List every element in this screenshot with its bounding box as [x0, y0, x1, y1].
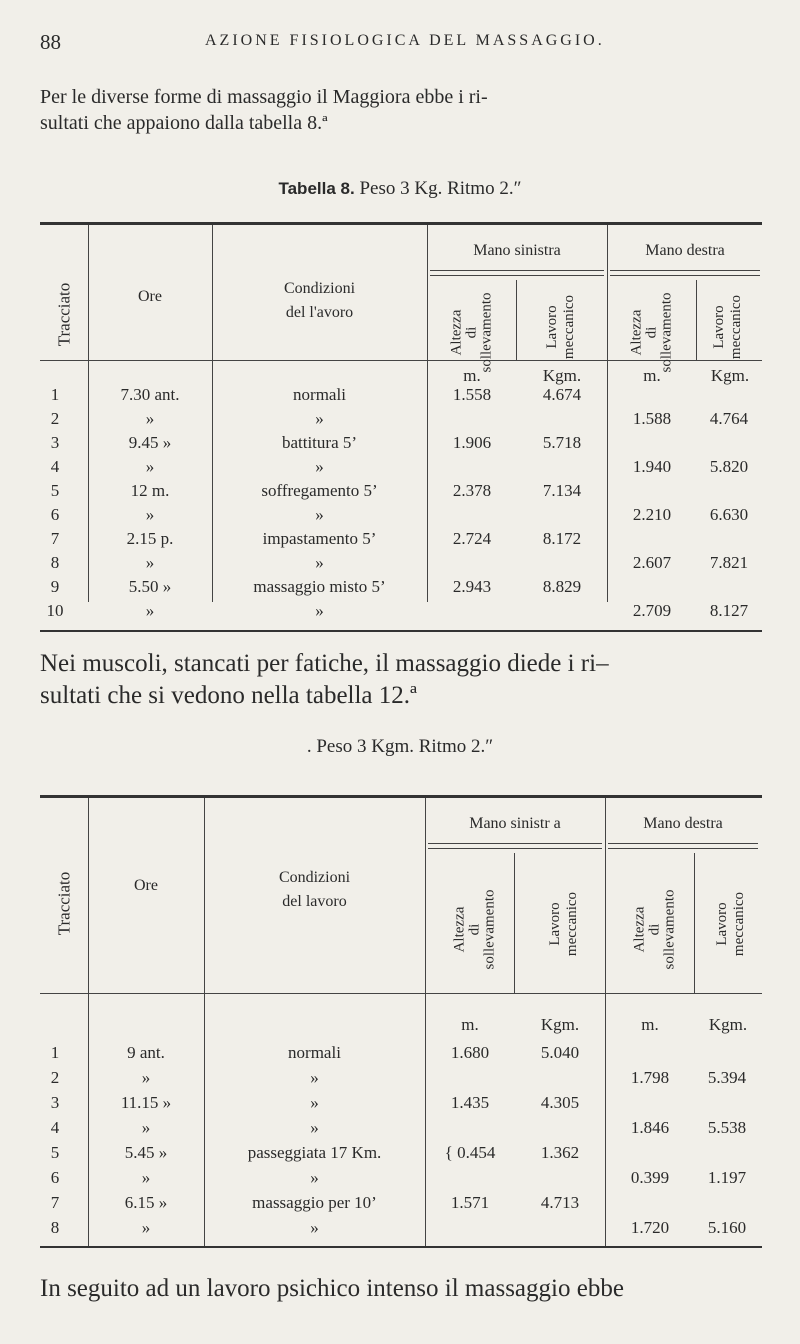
- condizioni-cell: »: [310, 1168, 319, 1187]
- ore-cell: 12 m.: [130, 481, 170, 500]
- ore-cell: 7.30 ant.: [120, 385, 180, 404]
- di-word: di: [463, 326, 480, 339]
- tracciato-cell: 8: [50, 1218, 60, 1237]
- dx-lavoro-cell: 6.630: [709, 505, 749, 524]
- altezza-word: Altezza: [631, 906, 648, 953]
- closing-paragraph: [40, 1273, 762, 1305]
- sx-altezza-cell: 2.378: [452, 481, 492, 500]
- tracciato-cell: 4: [50, 457, 60, 476]
- sx-lavoro-cell: 4.713: [540, 1193, 580, 1212]
- lavoro-dx-header: [714, 859, 748, 989]
- unit-kgm: Kgm.: [540, 1015, 580, 1034]
- tracciato-cell: 8: [50, 553, 60, 572]
- altezza-sx-header: [453, 865, 498, 995]
- lavoro-word: Lavoro: [547, 902, 563, 946]
- condizioni-cell: »: [315, 601, 324, 620]
- middle-paragraph: [40, 648, 762, 712]
- sx-lavoro-cell: 7.134: [542, 481, 582, 500]
- col-divider: [605, 798, 606, 1246]
- col-divider: [427, 225, 428, 602]
- condizioni-header: [212, 280, 427, 322]
- ore-cell: 5.45 »: [124, 1143, 168, 1162]
- sollevamento-word: sollevamento: [661, 889, 678, 970]
- top-rule: [40, 222, 762, 225]
- ore-cell: »: [145, 505, 155, 524]
- tracciato-cell: 5: [50, 1143, 60, 1162]
- sx-altezza-cell: { 0.454: [444, 1143, 496, 1162]
- tracciato-cell: 2: [50, 1068, 60, 1087]
- unit-m: m.: [641, 1015, 659, 1034]
- dx-altezza-cell: 0.399: [630, 1168, 670, 1187]
- tracciato-header: Tracciato: [54, 282, 74, 347]
- tracciato-cell: 3: [50, 1093, 60, 1112]
- ore-header: Ore: [138, 288, 162, 305]
- condizioni-cell: »: [310, 1218, 319, 1237]
- dx-altezza-cell: 2.709: [632, 601, 672, 620]
- condizioni-cell: massaggio per 10’: [252, 1193, 377, 1212]
- dx-altezza-cell: 1.940: [632, 457, 672, 476]
- di-word: di: [466, 923, 483, 936]
- sx-altezza-cell: 1.680: [450, 1043, 490, 1062]
- sollevamento-word: sollevamento: [478, 292, 495, 373]
- middle-line-2: sultati che si vedono nella tabella 12.ª: [40, 682, 417, 709]
- table-12: [40, 795, 762, 1250]
- table12-caption: . Peso 3 Kgm. Ritmo 2.″: [306, 736, 494, 757]
- dx-altezza-cell: 1.846: [630, 1118, 670, 1137]
- condizioni-cell: »: [315, 553, 324, 572]
- condizioni-cell: »: [315, 457, 324, 476]
- table8-caption: [0, 178, 800, 200]
- ore-cell: »: [145, 409, 155, 428]
- mano-destra-header: Mano destra: [645, 242, 725, 259]
- page-header: [0, 30, 800, 60]
- condizioni-cell: impastamento 5’: [262, 529, 377, 548]
- sx-altezza-cell: 1.435: [450, 1093, 490, 1112]
- col-divider: [696, 280, 697, 360]
- di-word: di: [646, 923, 663, 936]
- top-rule: [40, 795, 762, 798]
- unit-m: m.: [461, 1015, 479, 1034]
- sollevamento-word: sollevamento: [481, 889, 498, 970]
- tracciato-cell: 5: [50, 481, 60, 500]
- unit-kgm: Kgm.: [708, 1015, 748, 1034]
- page-number: 88: [40, 30, 61, 54]
- dx-lavoro-cell: 5.820: [709, 457, 749, 476]
- dx-lavoro-cell: 4.764: [709, 409, 749, 428]
- running-title: AZIONE FISIOLOGICA DEL MASSAGGIO.: [205, 32, 605, 49]
- ore-cell: »: [141, 1218, 151, 1237]
- altezza-word: Altezza: [448, 309, 465, 356]
- dx-altezza-cell: 1.588: [632, 409, 672, 428]
- ore-cell: 11.15 »: [120, 1093, 172, 1112]
- bottom-rule: [40, 630, 762, 632]
- sx-altezza-cell: 2.724: [452, 529, 492, 548]
- sx-lavoro-cell: 8.829: [542, 577, 582, 596]
- col-divider: [694, 853, 695, 993]
- ore-cell: »: [145, 553, 155, 572]
- condizioni-cell: normali: [293, 385, 346, 404]
- tracciato-cell: 4: [50, 1118, 60, 1137]
- tracciato-cell: 7: [50, 1193, 60, 1212]
- unit-kgm: Kgm.: [542, 366, 582, 385]
- condizioni-cell: »: [315, 505, 324, 524]
- ore-cell: 9 ant.: [127, 1043, 165, 1062]
- tracciato-header: Tracciato: [54, 871, 74, 936]
- condizioni-label: Condizioni: [283, 280, 356, 297]
- ore-cell: »: [141, 1118, 151, 1137]
- unit-m: m.: [463, 366, 481, 385]
- col-rule: [50, 360, 78, 361]
- dx-lavoro-cell: 5.394: [707, 1068, 747, 1087]
- ore-cell: »: [145, 601, 155, 620]
- ore-cell: 6.15 »: [124, 1193, 168, 1212]
- col-divider: [88, 225, 89, 602]
- group-rule-left: [428, 843, 602, 849]
- table8-caption-rest: Peso 3 Kg. Ritmo 2.″: [354, 178, 522, 199]
- col-divider: [514, 853, 515, 993]
- tracciato-cell: 9: [50, 577, 60, 596]
- tracciato-cell: 1: [50, 385, 60, 404]
- col-divider: [425, 798, 426, 1246]
- col-divider: [204, 798, 205, 1246]
- dx-altezza-cell: 1.798: [630, 1068, 670, 1087]
- meccanico-word: meccanico: [728, 294, 744, 360]
- dx-lavoro-cell: 5.160: [707, 1218, 747, 1237]
- condizioni-cell: passeggiata 17 Km.: [247, 1143, 382, 1162]
- tracciato-cell: 7: [50, 529, 60, 548]
- sx-lavoro-cell: 4.305: [540, 1093, 580, 1112]
- table8-caption-label: Tabella 8.: [278, 179, 355, 198]
- condizioni-cell: »: [315, 409, 324, 428]
- tracciato-cell: 1: [50, 1043, 60, 1062]
- del-lavoro-label: del l'avoro: [285, 304, 354, 321]
- ore-cell: 5.50 »: [128, 577, 172, 596]
- lavoro-word: Lavoro: [544, 305, 560, 349]
- dx-altezza-cell: 2.607: [632, 553, 672, 572]
- lavoro-word: Lavoro: [711, 305, 727, 349]
- tracciato-cell: 6: [50, 505, 60, 524]
- sx-altezza-cell: 2.943: [452, 577, 492, 596]
- lavoro-sx-header: [547, 859, 581, 989]
- condizioni-cell: »: [310, 1118, 319, 1137]
- table-8: [40, 222, 762, 632]
- condizioni-cell: »: [310, 1093, 319, 1112]
- mano-destra-header: Mano destra: [643, 815, 723, 832]
- dx-lavoro-cell: 8.127: [709, 601, 749, 620]
- ore-cell: »: [141, 1068, 151, 1087]
- col-rule: [50, 993, 78, 994]
- sx-lavoro-cell: 5.718: [542, 433, 582, 452]
- dx-lavoro-cell: 7.821: [709, 553, 749, 572]
- group-rule-right: [608, 843, 758, 849]
- tracciato-cell: 6: [50, 1168, 60, 1187]
- bottom-rule: [40, 1246, 762, 1248]
- sx-altezza-cell: 1.906: [452, 433, 492, 452]
- sollevamento-word: sollevamento: [658, 292, 675, 373]
- meccanico-word: meccanico: [731, 891, 747, 957]
- intro-paragraph: [40, 84, 762, 136]
- dx-altezza-cell: 2.210: [632, 505, 672, 524]
- closing-line-1: In seguito ad un lavoro psichico intenso il massaggio ebbe: [40, 1275, 624, 1302]
- intro-line-1: Per le diverse forme di massaggio il Maggiora ebbe i ri-: [40, 86, 488, 108]
- meccanico-word: meccanico: [561, 294, 577, 360]
- mano-sinistra-header: Mano sinistra: [473, 242, 561, 259]
- meccanico-word: meccanico: [564, 891, 580, 957]
- ore-cell: 9.45 »: [128, 433, 172, 452]
- condizioni-cell: normali: [288, 1043, 341, 1062]
- dx-lavoro-cell: 1.197: [707, 1168, 747, 1187]
- dx-altezza-cell: 1.720: [630, 1218, 670, 1237]
- lavoro-word: Lavoro: [714, 902, 730, 946]
- col-divider: [88, 798, 89, 1246]
- altezza-word: Altezza: [451, 906, 468, 953]
- col-divider: [607, 225, 608, 602]
- altezza-word: Altezza: [628, 309, 645, 356]
- sx-lavoro-cell: 8.172: [542, 529, 582, 548]
- di-word: di: [643, 326, 660, 339]
- middle-line-1: Nei muscoli, stancati per fatiche, il massaggio diede i ri–: [40, 650, 609, 677]
- sx-altezza-cell: 1.571: [450, 1193, 490, 1212]
- condizioni-label: Condizioni: [278, 869, 351, 886]
- mano-sinistra-header: Mano sinistr a: [469, 815, 561, 832]
- condizioni-cell: »: [310, 1068, 319, 1087]
- sx-lavoro-cell: 4.674: [542, 385, 582, 404]
- intro-line-2: sultati che appaiono dalla tabella 8.ª: [40, 112, 328, 134]
- ore-cell: »: [141, 1168, 151, 1187]
- altezza-dx-header: [633, 865, 678, 995]
- condizioni-cell: massaggio misto 5’: [253, 577, 386, 596]
- sx-altezza-cell: 1.558: [452, 385, 492, 404]
- del-lavoro-label: del lavoro: [282, 893, 347, 910]
- unit-kgm: Kgm.: [710, 366, 750, 385]
- ore-cell: 2.15 p.: [126, 529, 174, 548]
- unit-m: m.: [643, 366, 661, 385]
- tracciato-cell: 3: [50, 433, 60, 452]
- condizioni-cell: battitura 5’: [281, 433, 358, 452]
- condizioni-cell: soffregamento 5’: [261, 481, 378, 500]
- condizioni-header: [204, 869, 425, 911]
- tracciato-cell: 10: [46, 601, 64, 620]
- ore-cell: »: [145, 457, 155, 476]
- tracciato-cell: 2: [50, 409, 60, 428]
- ore-header: Ore: [134, 877, 158, 894]
- col-divider: [516, 280, 517, 360]
- sx-lavoro-cell: 1.362: [540, 1143, 580, 1162]
- dx-lavoro-cell: 5.538: [707, 1118, 747, 1137]
- sx-lavoro-cell: 5.040: [540, 1043, 580, 1062]
